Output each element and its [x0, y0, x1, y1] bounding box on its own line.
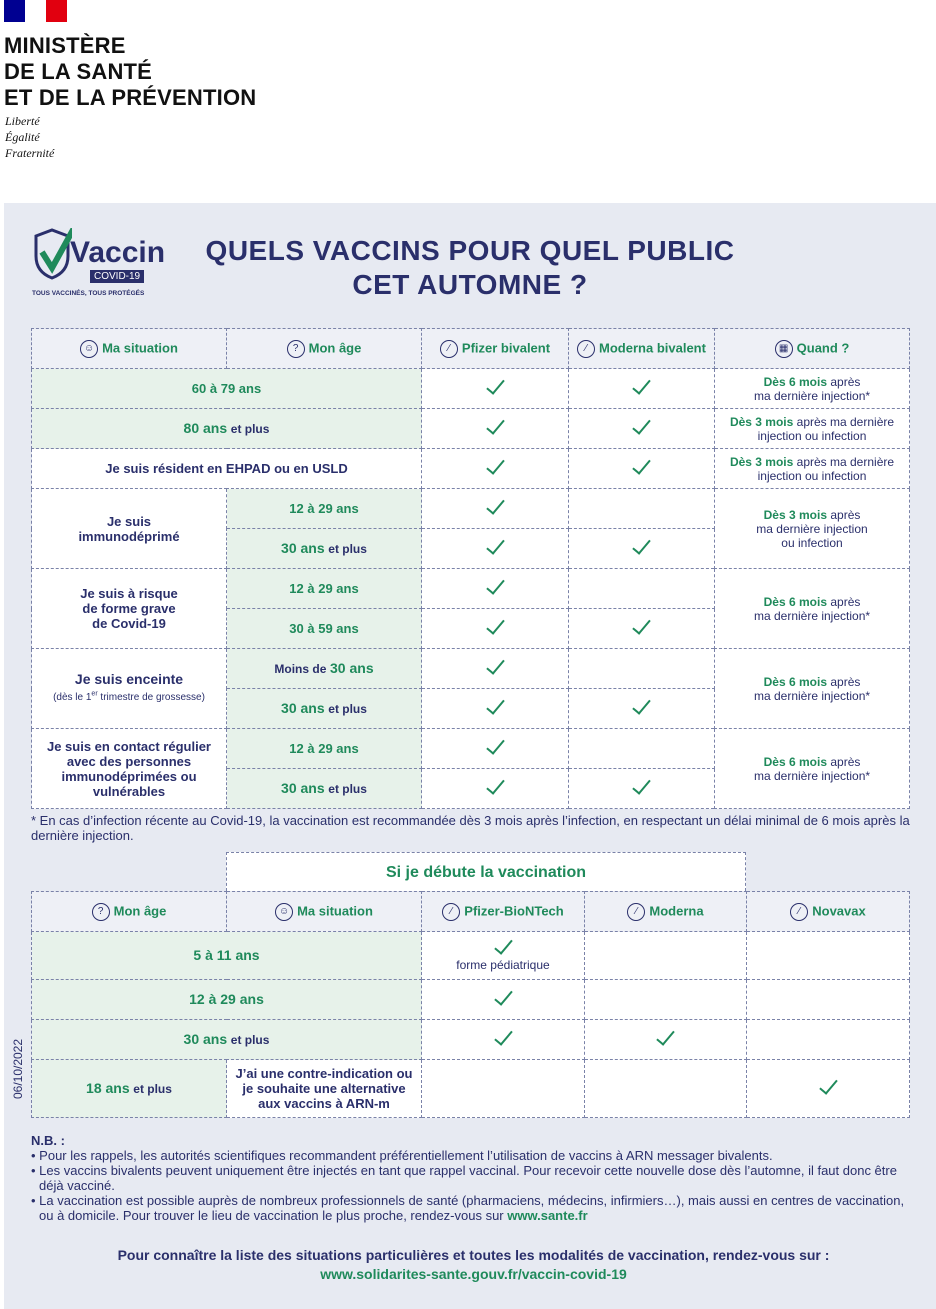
age-cell: [32, 1020, 422, 1060]
check-icon: [632, 535, 650, 555]
pfizer-cell: [422, 449, 569, 489]
age-rest: et plus: [230, 1032, 270, 1047]
age-cell: [227, 649, 422, 689]
cell-text: après: [830, 374, 861, 389]
cell-text: je souhaite une alternative: [242, 1081, 406, 1096]
header-quand: [715, 329, 910, 369]
header-label: Ma situation: [102, 339, 178, 355]
cell-text: de Covid-19: [92, 616, 166, 631]
calendar-icon: ▦: [775, 340, 793, 358]
moderna-cell: [569, 369, 715, 409]
nb-item: [31, 1193, 916, 1223]
ministry-line: DE LA SANTÉ: [4, 59, 153, 84]
header-label: Quand ?: [796, 339, 850, 355]
check-icon: [656, 1026, 674, 1046]
moderna-cell: [569, 489, 715, 529]
syringe-icon: ⁄: [577, 340, 595, 358]
syringe-icon: ⁄: [440, 340, 458, 358]
age-rest: et plus: [328, 701, 367, 716]
situation-cell: [32, 569, 227, 649]
delay: Dès 6 mois: [763, 674, 827, 689]
vaccin-covid-logo: [32, 226, 166, 301]
ministry-line: MINISTÈRE: [4, 33, 126, 58]
cell-text: Je suis: [106, 513, 152, 529]
cell-text: Je suis à risque: [80, 586, 178, 601]
situation-cell: [32, 449, 422, 489]
quand-cell: [715, 569, 910, 649]
header-pfizer: [422, 892, 585, 932]
header-moderna: [569, 329, 715, 369]
situation-cell: [32, 649, 227, 729]
check-icon: [486, 415, 504, 435]
table-row: [32, 729, 910, 769]
pfizer-cell: [422, 569, 569, 609]
table-row: [32, 980, 910, 1020]
question-icon: ?: [287, 340, 305, 358]
motto: [5, 113, 54, 161]
situation-cell: [32, 369, 422, 409]
sante-link[interactable]: www.sante.fr: [507, 1208, 588, 1223]
ministry-line: ET DE LA PRÉVENTION: [4, 85, 257, 110]
moderna-cell: [569, 649, 715, 689]
delay: Dès 3 mois: [729, 414, 794, 429]
nb-section: [31, 1133, 916, 1223]
cell-text: après: [830, 594, 861, 609]
check-icon: [632, 615, 650, 635]
moderna-cell: [569, 609, 715, 649]
header-age: [227, 329, 422, 369]
cell-text: ma dernière injection*: [753, 768, 871, 783]
table-row: [32, 569, 910, 609]
moderna-cell: [569, 769, 715, 809]
cell-text: (dès le 1: [53, 692, 92, 704]
cell-text: ou infection: [781, 535, 843, 550]
call-to-action: [31, 1246, 916, 1284]
cell-text: injection ou infection: [757, 428, 867, 443]
novavax-cell: [747, 980, 910, 1020]
date: 06/10/2022: [11, 1038, 25, 1100]
pfizer-cell: [422, 980, 585, 1020]
table2-caption: Si je débute la vaccination: [226, 852, 746, 891]
age-strong: 30 ans: [281, 539, 325, 556]
moderna-cell: [569, 449, 715, 489]
novavax-cell: [747, 932, 910, 980]
nb-title: N.B. :: [31, 1133, 65, 1148]
cell-text: ma dernière injection*: [753, 688, 871, 703]
header-label: Moderna: [649, 902, 704, 918]
table-row: [32, 449, 910, 489]
check-icon: [632, 375, 650, 395]
cell-text: 12 à 29 ans: [189, 991, 264, 1007]
moderna-cell: [569, 729, 715, 769]
people-icon: ☺: [275, 903, 293, 921]
logo-badge: COVID-19: [90, 270, 144, 283]
quand-cell: [715, 369, 910, 409]
syringe-icon: ⁄: [790, 903, 808, 921]
nb-item: • Les vaccins bivalents peuvent uniquement être injectés en tant que rappel vaccinal. Pour recevoir cette nouvelle dose dès l’automne, il faut donc être déjà vacciné.: [31, 1163, 897, 1193]
age-cell: [32, 932, 422, 980]
booster-table: [31, 328, 910, 809]
table-header-row: [32, 329, 910, 369]
header-label: Pfizer bivalent: [461, 339, 551, 355]
french-flag-logo: [4, 0, 67, 22]
quand-cell: [715, 409, 910, 449]
cell-text: Je suis en contact régulier: [46, 738, 211, 754]
cell-text: vulnérables: [92, 783, 166, 799]
primary-vaccination-table: [31, 891, 910, 1118]
cell-text: après ma dernière: [796, 414, 895, 429]
delay: Dès 6 mois: [763, 374, 827, 389]
header-age: [32, 892, 227, 932]
header-label: Novavax: [812, 902, 866, 918]
header-situation: [32, 329, 227, 369]
cell-text: 60 à 79 ans: [191, 381, 262, 396]
delay: Dès 3 mois: [763, 507, 827, 522]
age-rest: et plus: [328, 541, 367, 556]
cell-text: 12 à 29 ans: [289, 581, 359, 596]
check-icon: [494, 1026, 512, 1046]
cell-text: ma dernière injection: [756, 521, 868, 536]
age-cell: [227, 529, 422, 569]
age-strong: 30 ans: [183, 1030, 228, 1047]
age-strong: 18 ans: [86, 1079, 130, 1096]
nb-item: • Pour les rappels, les autorités scientifiques recommandent préférentiellement l’utilisation de vaccins à ARN messager bivalents.: [31, 1148, 773, 1163]
age-strong: 30 ans: [281, 699, 325, 716]
delay: Dès 6 mois: [763, 754, 827, 769]
moderna-cell: [585, 1020, 747, 1060]
shield-check-icon: [32, 228, 72, 280]
moderna-cell: [585, 980, 747, 1020]
check-icon: [632, 455, 650, 475]
header-label: Mon âge: [113, 902, 167, 918]
header-label: Moderna bivalent: [599, 339, 706, 355]
pfizer-cell: [422, 489, 569, 529]
check-icon: [486, 535, 504, 555]
age-cell: [32, 1060, 227, 1118]
novavax-cell: [747, 1060, 910, 1118]
check-icon: [632, 695, 650, 715]
age-rest: Moins de: [274, 661, 327, 676]
age-cell: [32, 980, 422, 1020]
cell-text: après: [830, 754, 861, 769]
cell-text: 5 à 11 ans: [193, 947, 260, 963]
check-icon: [632, 415, 650, 435]
age-rest: et plus: [133, 1081, 172, 1096]
cell-text: trimestre de grossesse): [97, 692, 205, 704]
pfizer-cell: [422, 609, 569, 649]
cell-text: immunodéprimées ou: [61, 768, 197, 784]
ministry-name: [4, 33, 256, 111]
cell-text: er: [91, 690, 98, 698]
pfizer-cell: [422, 1060, 585, 1118]
cell-text: après ma dernière: [796, 454, 895, 469]
pfizer-cell: [422, 649, 569, 689]
cta-link[interactable]: www.solidarites-sante.gouv.fr/vaccin-covid-19: [320, 1266, 627, 1282]
quand-cell: [715, 649, 910, 729]
quand-cell: [715, 449, 910, 489]
table-row: [32, 1060, 910, 1118]
cell-subtext: [53, 692, 205, 703]
people-icon: ☺: [80, 340, 98, 358]
age-cell: [227, 769, 422, 809]
moderna-cell: [569, 569, 715, 609]
age-rest: et plus: [328, 781, 367, 796]
syringe-icon: ⁄: [442, 903, 460, 921]
moderna-cell: [585, 1060, 747, 1118]
check-icon: [494, 986, 512, 1006]
quand-cell: [715, 729, 910, 809]
pfizer-cell: [422, 932, 585, 980]
novavax-cell: [747, 1020, 910, 1060]
nb-item-text: • La vaccination est possible auprès de nombreux professionnels de santé (pharmaciens, médecins, infirmiers…), mais aussi en centres de vaccination, ou à domicile. Pour trouver le lieu de vaccination le plus proche, rendez-vous sur: [31, 1193, 905, 1223]
cell-text: de forme grave: [82, 601, 176, 616]
page-title: [190, 234, 750, 302]
delay: Dès 3 mois: [729, 454, 794, 469]
cell-text: ma dernière injection*: [753, 388, 871, 403]
header-pfizer: [422, 329, 569, 369]
check-icon: [486, 735, 504, 755]
table-row: [32, 932, 910, 980]
cell-text: Je suis enceinte: [74, 670, 184, 687]
cell-text: 12 à 29 ans: [289, 501, 359, 516]
check-icon: [486, 455, 504, 475]
table-row: [32, 369, 910, 409]
table-header-row: [32, 892, 910, 932]
header-label: Mon âge: [308, 339, 362, 355]
logo-tagline: TOUS VACCINÉS, TOUS PROTÉGÉS: [32, 290, 145, 297]
title-line: CET AUTOMNE ?: [352, 269, 588, 300]
check-icon: [486, 695, 504, 715]
header-label: Pfizer-BioNTech: [464, 902, 564, 918]
cell-text: après: [830, 507, 861, 522]
check-icon: [486, 775, 504, 795]
check-icon: [486, 575, 504, 595]
cell-text: J’ai une contre-indication ou: [235, 1066, 413, 1081]
header-label: Ma situation: [297, 902, 373, 918]
age-strong: 80 ans: [183, 419, 228, 436]
table-row: [32, 1020, 910, 1060]
moderna-cell: [585, 932, 747, 980]
age-cell: [227, 729, 422, 769]
cell-text: injection ou infection: [757, 468, 867, 483]
situation-cell: [227, 1060, 422, 1118]
pfizer-cell: [422, 1020, 585, 1060]
cell-text: immunodéprimé: [78, 528, 180, 544]
situation-cell: [32, 409, 422, 449]
syringe-icon: ⁄: [627, 903, 645, 921]
check-icon: [632, 775, 650, 795]
situation-cell: [32, 729, 227, 809]
title-line: QUELS VACCINS POUR QUEL PUBLIC: [205, 235, 735, 266]
quand-cell: [715, 489, 910, 569]
table-row: [32, 489, 910, 529]
age-strong: 30 ans: [330, 659, 374, 676]
check-icon: [486, 375, 504, 395]
header-moderna: [585, 892, 747, 932]
question-icon: ?: [92, 903, 110, 921]
cell-text: 12 à 29 ans: [289, 741, 359, 756]
age-cell: [227, 569, 422, 609]
header-novavax: [747, 892, 910, 932]
pfizer-cell: [422, 409, 569, 449]
check-icon: [486, 615, 504, 635]
moderna-cell: [569, 409, 715, 449]
pfizer-cell: [422, 729, 569, 769]
delay: Dès 6 mois: [763, 594, 827, 609]
cta-text: Pour connaître la liste des situations particulières et toutes les modalités de vaccination, rendez-vous sur :: [117, 1247, 830, 1263]
age-rest: et plus: [230, 421, 270, 436]
age-cell: [227, 489, 422, 529]
cell-text: aux vaccins à ARN-m: [258, 1096, 390, 1111]
header-situation: [227, 892, 422, 932]
situation-cell: [32, 489, 227, 569]
age-strong: 30 ans: [281, 779, 325, 796]
cell-text: 30 à 59 ans: [289, 621, 359, 636]
pfizer-cell: [422, 529, 569, 569]
pfizer-cell: [422, 689, 569, 729]
check-icon: [486, 655, 504, 675]
motto-line: Liberté: [5, 114, 40, 128]
table-row: [32, 649, 910, 689]
pfizer-cell: [422, 369, 569, 409]
cell-note: forme pédiatrique: [456, 957, 550, 972]
cell-text: Je suis résident en EHPAD ou en USLD: [105, 461, 348, 476]
motto-line: Égalité: [5, 130, 40, 144]
footnote: * En cas d’infection récente au Covid-19, la vaccination est recommandée dès 3 mois après l’infection, en respectant un délai minimal de 6 mois après la dernière injection.: [31, 813, 910, 843]
check-icon: [486, 495, 504, 515]
table-row: [32, 409, 910, 449]
age-cell: [227, 609, 422, 649]
check-icon: [494, 935, 512, 955]
check-icon: [819, 1075, 837, 1095]
motto-line: Fraternité: [5, 146, 55, 160]
cell-text: avec des personnes: [66, 753, 192, 769]
moderna-cell: [569, 529, 715, 569]
moderna-cell: [569, 689, 715, 729]
logo-word: Vaccin: [70, 236, 166, 269]
pfizer-cell: [422, 769, 569, 809]
cell-text: ma dernière injection*: [753, 608, 871, 623]
age-cell: [227, 689, 422, 729]
cell-text: après: [830, 674, 861, 689]
